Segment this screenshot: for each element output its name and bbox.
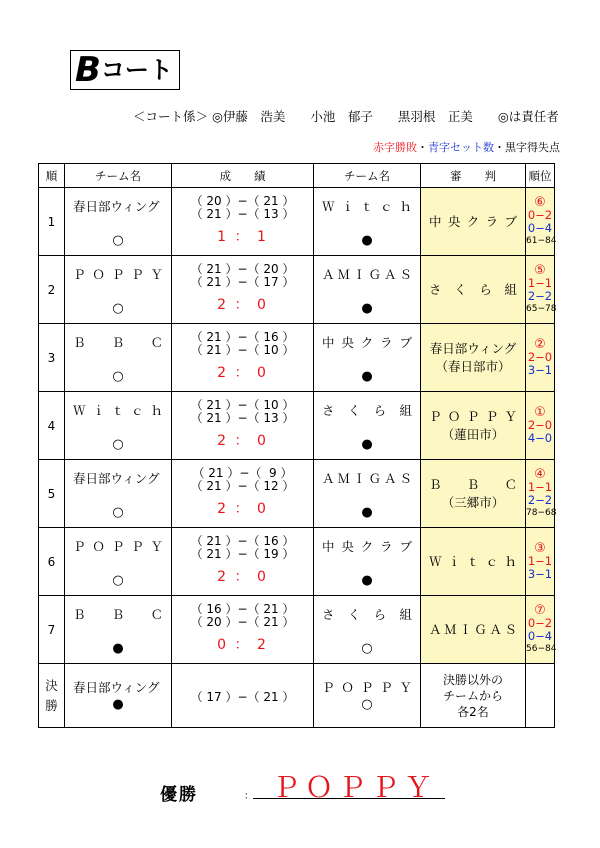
score-cell — [172, 392, 314, 460]
rank-win-loss: 2−0 — [527, 350, 553, 364]
match-table — [38, 163, 555, 728]
referee-team: ＡＭＩＧＡＳ — [429, 621, 517, 637]
winner-colon: ： — [244, 791, 254, 802]
rank-position: ④ — [534, 466, 546, 482]
score-cell — [172, 596, 314, 664]
table-row — [39, 528, 555, 596]
final-note-line: 各2名 — [457, 704, 489, 719]
team2-name: 中央クラブ — [322, 335, 412, 350]
referee-cell — [421, 188, 526, 256]
set2-score: （ 20 ）−（ 21 ） — [190, 615, 295, 629]
team2-cell — [314, 324, 421, 392]
team1-name: ＢＢＣ — [73, 335, 163, 350]
set1-score: （ 20 ）−（ 21 ） — [190, 194, 295, 208]
score-cell — [172, 324, 314, 392]
team2-mark: ● — [361, 369, 373, 384]
score-cell — [172, 460, 314, 528]
referee-cell — [421, 324, 526, 392]
rank-sets: 0−4 — [527, 628, 553, 643]
score-cell — [172, 256, 314, 324]
team1-cell — [65, 256, 172, 324]
header-order: 順 — [39, 164, 65, 188]
team2-mark: ● — [361, 505, 373, 520]
rank-sets: 4−0 — [527, 431, 553, 445]
team2-mark: ● — [361, 301, 373, 316]
winner-label: 優勝 — [160, 785, 198, 805]
set2-score: （ 21 ）−（ 19 ） — [190, 547, 295, 561]
legend-black: 黒字得失点 — [505, 141, 560, 154]
table-row — [39, 392, 555, 460]
final-note-line: 決勝以外の — [442, 672, 503, 687]
set1-score: （ 21 ）−（ 10 ） — [190, 398, 295, 412]
team1-mark: ○ — [112, 505, 124, 520]
header-team: チーム名 — [314, 164, 421, 188]
score-cell — [172, 188, 314, 256]
rank-position: ① — [534, 405, 546, 420]
team2-cell — [314, 596, 421, 664]
team2-cell — [314, 188, 421, 256]
referee-team: さくら組 — [429, 281, 517, 297]
rank-position: ⑦ — [534, 602, 546, 618]
referee-team: Ｗｉｔｃｈ — [429, 553, 517, 569]
final-team1-cell — [65, 664, 172, 728]
team1-name: 春日部ウィング — [73, 199, 160, 214]
final-team1-mark: ● — [112, 697, 124, 712]
set1-score: （ 21 ）−（ 20 ） — [190, 262, 295, 276]
referee-city: （蓮田市） — [441, 426, 505, 442]
match-result: 0 ： 2 — [217, 637, 268, 653]
final-team1-name: 春日部ウィング — [73, 680, 160, 695]
match-number: 3 — [39, 324, 65, 392]
set1-score: （ 16 ）−（ 21 ） — [190, 602, 295, 616]
final-row — [39, 664, 555, 728]
match-result: 2 ： 0 — [217, 501, 268, 517]
team1-name: 春日部ウィング — [73, 471, 160, 486]
match-number: 4 — [39, 392, 65, 460]
match-result: 2 ： 0 — [217, 365, 268, 381]
team1-mark: ○ — [112, 369, 124, 384]
table-row — [39, 596, 555, 664]
legend-separator: ・ — [417, 141, 428, 154]
rank-points: 78−68 — [526, 507, 557, 518]
color-legend — [373, 139, 560, 155]
rank-win-loss: 0−2 — [527, 207, 553, 222]
set1-score: （ 21 ）−（ 16 ） — [190, 330, 295, 344]
rank-points: 65−78 — [526, 303, 557, 314]
set1-score: （ 21 ）−（ 9 ） — [192, 466, 293, 480]
team1-name: ＰＯＰＰＹ — [73, 539, 163, 554]
court-officials: ＜コート係＞ ◎伊藤 浩美 小池 郁子 黒羽根 正美 ◎は責任者 — [133, 109, 559, 124]
rank-cell — [526, 324, 555, 392]
set2-score: （ 21 ）−（ 17 ） — [190, 275, 295, 289]
final-score-cell — [172, 664, 314, 728]
referee-team: 中央クラブ — [429, 213, 517, 229]
rank-sets: 0−4 — [527, 220, 553, 235]
rank-win-loss: 0−2 — [527, 615, 553, 630]
table-row — [39, 460, 555, 528]
referee-cell — [421, 460, 526, 528]
final-team2-name: ＰＯＰＰＹ — [322, 680, 412, 695]
legend-separator: ・ — [494, 141, 505, 154]
team1-cell — [65, 460, 172, 528]
winner-name: ＰＯＰＰＹ — [272, 772, 438, 803]
team2-name: ＡＭＩＧＡＳ — [322, 267, 412, 282]
rank-win-loss: 1−1 — [527, 554, 553, 568]
referee-city: （三郷市） — [441, 494, 505, 510]
rank-position: ③ — [534, 541, 546, 556]
header-score: 成 績 — [172, 164, 314, 188]
team2-cell — [314, 460, 421, 528]
set2-score: （ 21 ）−（ 13 ） — [190, 207, 295, 221]
court-label: コート — [100, 56, 173, 84]
team1-name: ＰＯＰＰＹ — [73, 267, 163, 282]
team1-name: ＢＢＣ — [73, 607, 163, 622]
match-number: 1 — [39, 188, 65, 256]
team1-name: Ｗｉｔｃｈ — [73, 403, 163, 418]
table-row — [39, 188, 555, 256]
set2-score: （ 21 ）−（ 12 ） — [190, 479, 295, 493]
score-cell — [172, 528, 314, 596]
rank-sets: 2−2 — [527, 492, 553, 507]
team1-mark: ○ — [112, 233, 124, 248]
rank-cell — [526, 460, 555, 528]
match-number: 5 — [39, 460, 65, 528]
referee-cell — [421, 392, 526, 460]
team1-cell — [65, 596, 172, 664]
final-team2-cell — [314, 664, 421, 728]
table-header-row — [39, 164, 555, 188]
rank-points: 56−84 — [526, 643, 557, 654]
header-rank: 順位 — [526, 164, 555, 188]
header-referee: 審 判 — [421, 164, 526, 188]
rank-sets: 2−2 — [527, 288, 553, 303]
final-label-text: 決勝 — [45, 677, 58, 713]
legend-red: 赤字勝敗 — [373, 141, 417, 154]
match-number: 2 — [39, 256, 65, 324]
referee-cell — [421, 256, 526, 324]
team1-cell — [65, 324, 172, 392]
rank-points: 61−84 — [526, 235, 557, 246]
team1-mark: ○ — [112, 573, 124, 588]
referee-team: ＢＢＣ — [429, 476, 517, 492]
match-number: 7 — [39, 596, 65, 664]
rank-cell — [526, 188, 555, 256]
court-logo — [70, 50, 180, 90]
referee-city: （春日部市） — [435, 358, 511, 374]
rank-sets: 3−1 — [527, 567, 553, 581]
rank-cell — [526, 256, 555, 324]
rank-win-loss: 1−1 — [527, 479, 553, 494]
set2-score: （ 21 ）−（ 10 ） — [190, 343, 295, 357]
team2-mark: ● — [361, 437, 373, 452]
final-referee-note — [421, 664, 526, 728]
team2-name: さくら組 — [322, 607, 412, 622]
final-set: （ 17 ）−（ 21 ） — [190, 690, 295, 704]
team1-mark: ○ — [112, 301, 124, 316]
final-label — [39, 664, 65, 728]
table-row — [39, 256, 555, 324]
team1-cell — [65, 392, 172, 460]
rank-sets: 3−1 — [527, 363, 553, 377]
set1-score: （ 21 ）−（ 16 ） — [190, 534, 295, 548]
rank-position: ② — [534, 337, 546, 352]
match-result: 2 ： 0 — [217, 297, 268, 313]
team2-cell — [314, 392, 421, 460]
team2-name: ＡＭＩＧＡＳ — [322, 471, 412, 486]
final-rank-cell — [526, 664, 555, 728]
set2-score: （ 21 ）−（ 13 ） — [190, 411, 295, 425]
legend-blue: 青字セット数 — [428, 141, 494, 154]
rank-win-loss: 1−1 — [527, 275, 553, 290]
match-result: 1 ： 1 — [217, 229, 268, 245]
rank-win-loss: 2−0 — [527, 418, 553, 432]
referee-cell — [421, 596, 526, 664]
team1-mark: ● — [112, 641, 124, 656]
team1-cell — [65, 188, 172, 256]
match-number: 6 — [39, 528, 65, 596]
final-team2-mark: ○ — [361, 697, 373, 712]
rank-cell — [526, 528, 555, 596]
team2-cell — [314, 256, 421, 324]
team2-name: Ｗｉｔｃｈ — [322, 199, 412, 214]
header-team: チーム名 — [65, 164, 172, 188]
rank-position: ⑤ — [534, 262, 546, 278]
court-letter: B — [75, 50, 100, 90]
team2-mark: ○ — [361, 641, 373, 656]
team2-name: 中央クラブ — [322, 539, 412, 554]
rank-position: ⑥ — [534, 194, 546, 210]
rank-cell — [526, 392, 555, 460]
match-result: 2 ： 0 — [217, 433, 268, 449]
referee-team: 春日部ウィング — [429, 340, 517, 356]
team2-mark: ● — [361, 573, 373, 588]
team1-mark: ○ — [112, 437, 124, 452]
team2-mark: ● — [361, 233, 373, 248]
rank-cell — [526, 596, 555, 664]
team2-name: さくら組 — [322, 403, 412, 418]
match-result: 2 ： 0 — [217, 569, 268, 585]
team1-cell — [65, 528, 172, 596]
table-row — [39, 324, 555, 392]
team2-cell — [314, 528, 421, 596]
referee-cell — [421, 528, 526, 596]
referee-team: ＰＯＰＰＹ — [429, 408, 517, 424]
final-note-line: チームから — [442, 688, 503, 703]
